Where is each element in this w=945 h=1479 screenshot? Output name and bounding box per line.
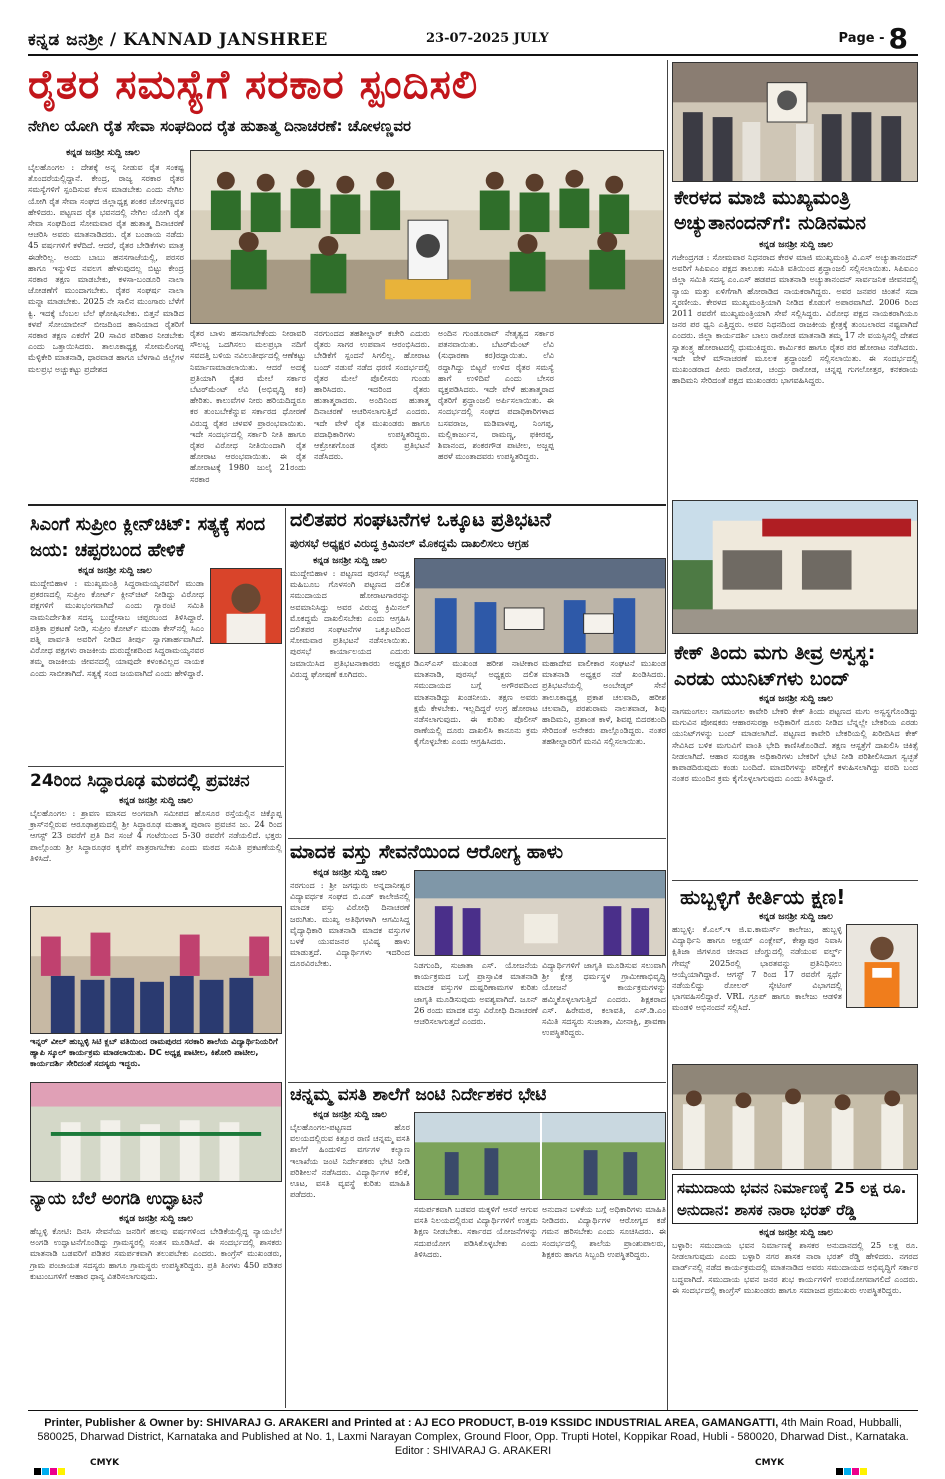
imprint-footer bbox=[28, 1416, 918, 1458]
imprint-address: 4th Main Road, Hubballi, 580025, Dharwad District, Karnataka and Published at No. 1, Laxmi Narayan Complex, Ground Floor, Opp. Trupti Hotel, Koppikar Road, Hubli - 580020, Dharwad Dist., Karnataka. Editor : SHIVARAJ G. ARAKERI bbox=[37, 1417, 909, 1457]
cmyk-mark-right: CMYK bbox=[755, 1458, 785, 1468]
madaka-column-3: ವಿದ್ಯಾರ್ಥಿಗಳಿಗೆ ಜಾಗೃತಿ ಮೂಡಿಸುವ ಸಲುವಾಗಿ ಶ್ರೀ ಕ್ಷೇತ್ರ ಧರ್ಮಸ್ಥಳ ಗ್ರಾಮೀಣಾಭಿವೃದ್ಧಿ ಯೋಜನೆ ಕಾರ್ಯಕ್ರಮಗಳನ್ನು ಹಮ್ಮಿಕೊಳ್ಳಲಾಗುತ್ತಿದೆ ಎಂದರು. ಶಿಕ್ಷಕರಾದ ಎಸ್. ಹಿರೇಮಠ, ಕಲಾವತಿ, ಎಸ್.ಡಿ.ಎಂ ಸಮಿತಿ ಸದಸ್ಯರು ಸುಜಾತಾ, ಮೀನಾಕ್ಷಿ, ಶ್ರಾವಣಾ ಉಪಸ್ಥಿತರಿದ್ದರು. bbox=[542, 960, 666, 1038]
keerthi-photo bbox=[846, 924, 918, 1008]
lead-column-1: ಬೈಲಹೊಂಗಲ : ದೇಶಕ್ಕೆ ಅನ್ನ ನೀಡುವ ರೈತ ಸಂಕಷ್ಟ ತೊಂದರೆಯಲ್ಲಿದ್ದಾನೆ. ಕೇಂದ್ರ, ರಾಜ್ಯ ಸರಕಾರ ರೈತರ ಸಮಸ್ಯೆಗಳಿಗೆ ಸ್ಪಂದಿಸುವ ಕೆಲಸ ಮಾಡಬೇಕು ಎಂದು ನೇಗಿಲ ಯೋಗಿ ರೈತ ಸೇವಾ ಸಂಘದ ಜಿಲ್ಲಾಧ್ಯಕ್ಷ ಶಂಕರ ಚೋಳಣ್ಣವರ ಹೇಳಿದರು. ಪಟ್ಟಣದ ರೈತ ಭವನದಲ್ಲಿ ನೇಗಿಲ ಯೋಗಿ ರೈತ ಸೇವಾ ಸಂಘದಿಂದ ಸೋಮವಾರ ರೈತ ಹುತಾತ್ಮ ದಿನಾಚರಣೆ ಆಚರಿಸಿ ಅವರು ಮಾತನಾಡಿದರು. ರೈತ ಬಂಡಾಯ ನಡೆದು 45 ವರ್ಷಗಳಿಗೆ ಕಳೆದಿದೆ. ಆದರೆ, ರೈತರ ಬೇಡಿಕೆಗಳು ಮಾತ್ರ ಈಡೇರಿಲ್ಲ. ಅಂದು ಬಾಬು ಹನಸಗಾಜೆಯಲ್ಲಿ, ಪರಸರ ಹಾಗೂ ಇನ್ನುಳಿದ ನವಲಗ ಹೇಳುವುದಲ್ಲ ಬಿಟ್ಟು ಕೇಂದ್ರ ಸರಕಾರ ತಕ್ಷಣ ಮಾಡಬೇಕು, ಕಳಸಾ-ಬಂಡೂರಿ ನಾಲಾ ಜೋಡಣೆಗೆ ಮುಂದಾಗಬೇಕು. ರೈತರ ಸಂಘರ್ಷ ನಾಲಾ ಮನ್ನಾ ಮಾಡಬೇಕು. 2025 ನೇ ಸಾಲಿನ ಮುಂಗಾರು ಬೆಳೆಗೆ ಕ್ವಿ. ಇದಕ್ಕೆ ಬೆಂಬಲ ಬೆಲೆ ಘೋಷಿಸಬೇಕು. ಬಿತ್ತನೆ ಮಾಡಿದ ಕಳಪೆ ಸೋಯಾಬೀನ್ ಬೀಜದಿಂದ ಹಾನಿಯಾದ ರೈತರಿಗೆ ಸರಕಾರ ತಕ್ಷಣ ಎಕರೆಗೆ 20 ಸಾವಿರ ಪರಿಹಾರ ನೀಡಬೇಕು ಎಂದು ಒತ್ತಾಯಿಸಿದರು. ತಾಲೂಕಾಧ್ಯಕ್ಷ ಸೋಮಲಿಂಗಪ್ಪ ಮೆಳ್ಳಿಕೇರಿ ಮಾತನಾಡಿ, ಧಾರವಾಡ ಹಾಗೂ ಬೆಳಗಾವಿ ಜಿಲ್ಲೆಗಳ ಮಲಪ್ರಭ ಅಚ್ಚುಕಟ್ಟು ಪ್ರದೇಶದ bbox=[28, 162, 184, 374]
cm-headline: ಸಿಎಂಗೆ ಸುಪ್ರೀಂ ಕ್ಲೀನ್‌ಚಿಟ್: ಸತ್ಯಕ್ಕೆ ಸಂದ ಜಯ: ಚಪ್ಪರಬಂದ ಹೇಳಿಕೆ bbox=[30, 514, 266, 561]
pravachana-photo bbox=[30, 906, 282, 1034]
nyaya-headline: ನ್ಯಾಯ ಬೆಲೆ ಅಂಗಡಿ ಉದ್ಘಾಟನೆ bbox=[30, 1189, 203, 1209]
lead-photo bbox=[190, 150, 664, 324]
lead-column-4: ಅಂದಿನ ಗುಂಡೂರಾವ್ ನೇತೃತ್ವದ ಸರ್ಕಾರ ಪತನವಾಯಿತು. ಬೆಟರ್‌ಮೆಂಟ್ ಲೆವಿ (ಸುಧಾರಣಾ ಕರ)ರದ್ದಾಯಿತು. ಲೆವಿ ರದ್ದಾಗಿದ್ದು ಬಿಟ್ಟರೆ ಉಳಿದ ರೈತರ ಸಮಸ್ಯೆ ಹಾಗೆ ಉಳಿದಿವೆ ಎಂದು ಬೇಸರ ವ್ಯಕ್ತಪಡಿಸಿದರು. ಇದೇ ವೇಳೆ ಹುತಾತ್ಮರಾದ ರೈತರಿಗೆ ಶ್ರದ್ಧಾಂಜಲಿ ಅರ್ಪಿಸಲಾಯಿತು. ಈ ಸಂದರ್ಭದಲ್ಲಿ ಸಂಘದ ಪದಾಧಿಕಾರಿಗಳಾದ ಬಸವರಾಜ, ಮಡಿವಾಳಪ್ಪ, ನಿಂಗಪ್ಪ, ಮಲ್ಲಿಕಾರ್ಜುನ, ರಾಮಣ್ಣ, ಫಕೀರಪ್ಪ, ಶಿವಾನಂದ, ಶಂಕರಗೌಡ ಪಾಟೀಲ, ಅಜ್ಜಪ್ಪ ಹರಳೆ ಮುಂತಾದವರು ಉಪಸ್ಥಿತರಿದ್ದರು. bbox=[438, 328, 554, 462]
section-divider bbox=[28, 766, 284, 767]
madaka-column-1: ನರಗುಂದ : ಶ್ರೀ ಜಗದ್ಗುರು ಅನ್ನದಾನೀಶ್ವರ ವಿದ್ಯಾವರ್ಧಕ ಸಂಘದ ಬಿ.ಎಡ್ ಕಾಲೇಜಿನಲ್ಲಿ ಮಾದಕ ವಸ್ತು ವಿರೋಧಿ ದಿನಾಚರಣೆ ಜರುಗಿತು. ಮುಖ್ಯ ಅತಿಥಿಗಳಾಗಿ ಆಗಮಿಸಿದ್ದ ವೈದ್ಯಾಧಿಕಾರಿ ಮಾತನಾಡಿ ಮಾದಕ ವಸ್ತುಗಳ ಬಳಕೆ ಯುವಜನರ ಭವಿಷ್ಯ ಹಾಳು ಮಾಡುತ್ತದೆ. ವಿದ್ಯಾರ್ಥಿಗಳು ಇದರಿಂದ ದೂರವಿರಬೇಕು. bbox=[290, 880, 410, 969]
color-registration-bar bbox=[836, 1460, 868, 1479]
page-number bbox=[839, 22, 908, 55]
section-divider bbox=[28, 504, 666, 506]
cake-headline: ಕೇಕ್ ತಿಂದು ಮಗು ತೀವ್ರ ಅಸ್ವಸ್ಥ: ಎರಡು ಯುನಿಟ್‌ಗಳು ಬಂದ್ bbox=[674, 642, 876, 690]
page-number-value: 8 bbox=[888, 22, 908, 55]
column-divider bbox=[285, 508, 286, 1408]
dalit-photo bbox=[414, 558, 666, 654]
keerthi-headline: ಹುಬ್ಬಳ್ಳಿಗೆ ಕೀರ್ತಿಯ ಕ್ಷಣ! bbox=[680, 885, 846, 909]
nyaya-body: ಹೆಬ್ಬಳ್ಳಿ ಕೋಟಿ: ದಿನಸಿ ಸೇವನೆಯ ಜನರಿಗೆ ಹಲವು ವರ್ಷಗಳಿಂದ ಬೇಡಿಕೆಯಲ್ಲಿದ್ದ ನ್ಯಾಯಬೆಲೆ ಅಂಗಡಿ ಉದ್ಘಾಟನೆಗೊಂಡಿದ್ದು ಗ್ರಾಮಸ್ಥರಲ್ಲಿ ಸಂತಸ ಮೂಡಿಸಿದೆ. ಈ ಸಂದರ್ಭದಲ್ಲಿ ಶಾಸಕರು ಮಾತನಾಡಿ ಬಡವರಿಗೆ ಪಡಿತರ ಸಮರ್ಪಕವಾಗಿ ತಲುಪಬೇಕು ಎಂದರು. ಕಾಂಗ್ರೆಸ್ ಮುಖಂಡರು, ಗ್ರಾಮ ಪಂಚಾಯತ ಸದಸ್ಯರು ಹಾಗೂ ಗ್ರಾಮಸ್ಥರು ಉಪಸ್ಥಿತರಿದ್ದರು. ಪ್ರತಿ ತಿಂಗಳು 450 ಪಡಿತರ ಕುಟುಂಬಗಳಿಗೆ ಆಹಾರ ಧಾನ್ಯ ವಿತರಿಸಲಾಗುವುದು. bbox=[30, 1226, 282, 1281]
dalit-byline: ಕನ್ನಡ ಜನಶ್ರೀ ಸುದ್ದಿ ಜಾಲ bbox=[313, 556, 387, 566]
color-registration-bar bbox=[34, 1460, 66, 1479]
section-divider bbox=[288, 1082, 666, 1083]
pravachana-caption: ಇನ್ನರ್ ವೀಲ್ ಹುಬ್ಬಳ್ಳಿ ಸಿಟಿ ಕ್ಲಬ್ ವತಿಯಿಂದ ರಾಮಪುರದ ಸರಕಾರಿ ಶಾಲೆಯ ವಿದ್ಯಾರ್ಥಿನಿಯರಿಗೆ ಹ್ಯಾಪಿ ಸ್ಕೂಲ್ ಕಾರ್ಯಕ್ರಮ ಮಾಡಲಾಯಿತು. DC ಅಧ್ಯಕ್ಷ ಪಾಟೀಲ, ಕಿಶೋರಿ ಪಾಟೀಲ, ಕಾರ್ಯದರ್ಶಿ ಸೇರಿದಂತೆ ಸದಸ್ಯರು ಇದ್ದರು. bbox=[30, 1036, 278, 1068]
lead-subhead: ನೇಗಿಲ ಯೋಗಿ ರೈತ ಸೇವಾ ಸಂಘದಿಂದ ರೈತ ಹುತಾತ್ಮ ದಿನಾಚರಣೆ: ಚೋಳಣ್ಣವರ bbox=[28, 117, 411, 135]
channamma-column-3: ಅನುದಾನ ಬಳಕೆಯ ಬಗ್ಗೆ ಅಧಿಕಾರಿಗಳು ಮಾಹಿತಿ ನೀಡಿದರು. ವಿದ್ಯಾರ್ಥಿಗಳ ಆರೋಗ್ಯದ ಕಡೆ ಗಮನ ಹರಿಸಬೇಕು ಎಂದು ಸೂಚಿಸಿದರು. ಈ ಸಂದರ್ಭದಲ್ಲಿ ಶಾಲೆಯ ಪ್ರಾಂಶುಪಾಲರು, ಶಿಕ್ಷಕರು ಹಾಗೂ ಸಿಬ್ಬಂದಿ ಉಪಸ್ಥಿತರಿದ್ದರು. bbox=[542, 1204, 666, 1259]
madaka-photo bbox=[414, 870, 666, 956]
samudaya-headline-box bbox=[672, 1174, 918, 1224]
cmyk-mark-left: CMYK bbox=[90, 1458, 120, 1468]
column-divider bbox=[667, 60, 668, 1410]
dalit-column-3: ಮಹಾದೇವ ವಾಲೀಕಾರ ಸಂಘಟನೆ ಮುಖಂಡ ಮಾತನಾಡಿ ಅಧ್ಯಕ್ಷರ ನಡೆ ಖಂಡಿಸಿದರು. ಪ್ರತಿಭಟನೆಯಲ್ಲಿ ಅಂಬೇಡ್ಕರ್ ಸೇನೆ ತಾಲೂಕಾಧ್ಯಕ್ಷ ಪ್ರಕಾಶ ಚಲವಾದಿ, ಹರೀಶ ಚಲವಾದಿ, ಪರಶುರಾಮ ನಾಲತವಾಡ, ಶಿವು ಹಾದಿಮನಿ, ಪ್ರಶಾಂತ ಕಾಳೆ, ಶಿವಪ್ಪ ಬಿದರಕುಂದಿ ಸೇರಿದಂತೆ ಅನೇಕರು ಪಾಲ್ಗೊಂಡಿದ್ದರು. ನಂತರ ತಹಶೀಲ್ದಾರರಿಗೆ ಮನವಿ ಸಲ್ಲಿಸಲಾಯಿತು. bbox=[542, 658, 666, 747]
pravachana-body: ಬೈಲಹೊಂಗಲ : ಶ್ರಾವಣ ಮಾಸದ ಅಂಗವಾಗಿ ಸಮೀಪದ ಹೊಸೂರ ರಸ್ತೆಯಲ್ಲಿನ ಚಿಕ್ಕೊಪ್ಪ ಕ್ರಾಸ್‌ನಲ್ಲಿರುವ ಆರೂಢಾಶ್ರಮದಲ್ಲಿ ಶ್ರೀ ಸಿದ್ಧಾರೂಢ ಮಹಾತ್ಮ ಪುರಾಣ ಪ್ರವಚನ ಜು. 24 ರಿಂದ ಆಗಸ್ಟ್ 23 ರವರೆಗೆ ಪ್ರತಿ ದಿನ ಸಂಜೆ 4 ಗಂಟೆಯಿಂದ 5-30 ರವರೆಗೆ ನಡೆಯಲಿದೆ. ಭಕ್ತರು ಪಾಲ್ಗೊಂಡು ಶ್ರೀ ಸಿದ್ಧಾರೂಢರ ಕೃಪೆಗೆ ಪಾತ್ರರಾಗಬೇಕು ಎಂದು ಮಠದ ಸಮಿತಿ ಪ್ರಕಟಣೆಯಲ್ಲಿ ತಿಳಿಸಿದೆ. bbox=[30, 808, 282, 863]
pravachana-byline: ಕನ್ನಡ ಜನಶ್ರೀ ಸುದ್ದಿ ಜಾಲ bbox=[119, 796, 193, 806]
pravachana-headline: 24ರಿಂದ ಸಿದ್ಧಾರೂಢ ಮಠದಲ್ಲಿ ಪ್ರವಚನ bbox=[30, 771, 250, 791]
cm-byline: ಕನ್ನಡ ಜನಶ್ರೀ ಸುದ್ದಿ ಜಾಲ bbox=[78, 566, 152, 576]
dalit-headline: ದಲಿತಪರ ಸಂಘಟನೆಗಳ ಒಕ್ಕೂಟ ಪ್ರತಿಭಟನೆ bbox=[290, 509, 552, 531]
dalit-column-2: ಡಿಎಸ್‌ಎಸ್ ಮುಖಂಡ ಹರೀಶ ನಾಟೀಕಾರ ಮಾತನಾಡಿ, ಪುರಸಭೆ ಅಧ್ಯಕ್ಷರು ದಲಿತ ಸಮುದಾಯದ ಬಗ್ಗೆ ಅಗೌರವದಿಂದ ಮಾತನಾಡಿದ್ದು ಖಂಡನೀಯ. ತಕ್ಷಣ ಅವರು ಕ್ಷಮೆ ಕೇಳಬೇಕು. ಇಲ್ಲದಿದ್ದರೆ ಉಗ್ರ ಹೋರಾಟ ನಡೆಸಲಾಗುವುದು. ಈ ಕುರಿತು ಪೊಲೀಸ್ ಠಾಣೆಯಲ್ಲಿ ದೂರು ದಾಖಲಿಸಿ ಕಾನೂನು ಕ್ರಮ ಕೈಗೊಳ್ಳಬೇಕು ಎಂದು ಆಗ್ರಹಿಸಿದರು. bbox=[414, 658, 538, 747]
samudaya-headline: ಸಮುದಾಯ ಭವನ ನಿರ್ಮಾಣಕ್ಕೆ 25 ಲಕ್ಷ ರೂ. ಅನುದಾನ: ಶಾಸಕ ನಾರಾ ಭರತ್ ರೆಡ್ಡಿ bbox=[677, 1179, 907, 1219]
bakery-photo bbox=[672, 500, 918, 634]
lead-byline: ಕನ್ನಡ ಜನಶ್ರೀ ಸುದ್ದಿ ಜಾಲ bbox=[66, 148, 140, 158]
samudaya-byline: ಕನ್ನಡ ಜನಶ್ರೀ ಸುದ್ದಿ ಜಾಲ bbox=[759, 1228, 833, 1238]
keerthi-byline: ಕನ್ನಡ ಜನಶ್ರೀ ಸುದ್ದಿ ಜಾಲ bbox=[759, 912, 833, 922]
cake-byline: ಕನ್ನಡ ಜನಶ್ರೀ ಸುದ್ದಿ ಜಾಲ bbox=[759, 694, 833, 704]
channamma-byline: ಕನ್ನಡ ಜನಶ್ರೀ ಸುದ್ದಿ ಜಾಲ bbox=[313, 1110, 387, 1120]
cm-body: ಮುದ್ದೇಬಿಹಾಳ : ಮುಖ್ಯಮಂತ್ರಿ ಸಿದ್ದರಾಮಯ್ಯನವರಿಗೆ ಮುಡಾ ಪ್ರಕರಣದಲ್ಲಿ ಸುಪ್ರೀಂ ಕೋರ್ಟ್ ಕ್ಲೀನ್‌ಚಿಟ್ ನೀಡಿದ್ದು ವಿರೋಧ ಪಕ್ಷಗಳಿಗೆ ಮುಖಭಂಗವಾಗಿದೆ ಎಂದು ಗ್ಯಾರಂಟಿ ಸಮಿತಿ ನಾಮನಿರ್ದೇಶಿತ ಸದಸ್ಯ ಬುದ್ದೇಸಾಬ ಚಪ್ಪರಬಂದ ತಿಳಿಸಿದ್ದಾರೆ. ಪತ್ರಿಕಾ ಪ್ರಕಟಣೆ ನೀಡಿ, ಸುಪ್ರೀಂ ಕೋರ್ಟ್ ಮುಡಾ ಕೇಸ್‌ನಲ್ಲಿ ಸಿಎಂ ಪತ್ನಿ ಪಾರ್ವತಿ ಅವರಿಗೆ ನೀಡಿದ ತೀರ್ಪು ಸ್ವಾಗತಾರ್ಹವಾಗಿದೆ. ವಿರೋಧ ಪಕ್ಷಗಳು ರಾಜಕೀಯ ದುರುದ್ದೇಶದಿಂದ ಸಿದ್ದರಾಮಯ್ಯನವರ ತಮ್ಮ ರಾಜಕೀಯ ಜೀವನದಲ್ಲಿ ಯಾವುದೇ ಕಳಂಕವಿಲ್ಲದ ನಾಯಕ ಎಂದು ಸಾಬೀತಾಗಿದೆ. ಸತ್ಯಕ್ಕೆ ಸಂದ ಜಯವಾಗಿದೆ ಎಂದು ಹೇಳಿದ್ದಾರೆ. bbox=[30, 578, 204, 678]
cake-body: ನಾಗಮಂಗಲ: ನಾಗಮಂಗಲ ಕಾವೇರಿ ಬೇಕರಿ ಕೇಕ್ ತಿಂದು ಪಟ್ಟಣದ ಮಗು ಅಸ್ವಸ್ಥಗೊಂಡಿದ್ದು ಮಗುವಿನ ಪೋಷಕರು ಆಹಾರಸುರಕ್ಷಾ ಅಧಿಕಾರಿಗೆ ದೂರು ನೀಡಿದ ಬೆನ್ನಲ್ಲೇ ಬೇಕರಿಯ ಎರಡು ಯುನಿಟ್‌ಗಳನ್ನು ಬಂದ್ ಮಾಡಲಾಗಿದೆ. ಪಟ್ಟಣದ ಕಾವೇರಿ ಬೇಕರಿಯಲ್ಲಿ ಖರೀದಿಸಿದ ಕೇಕ್ ಸೇವಿಸಿದ ಬಳಿಕ ಮಗುವಿಗೆ ವಾಂತಿ ಭೇದಿ ಕಾಣಿಸಿಕೊಂಡಿದೆ. ತಕ್ಷಣ ಆಸ್ಪತ್ರೆಗೆ ದಾಖಲಿಸಿ ಚಿಕಿತ್ಸೆ ನೀಡಲಾಗಿದೆ. ಆಹಾರ ಸುರಕ್ಷತಾ ಅಧಿಕಾರಿಗಳು ಬೇಕರಿಗೆ ಭೇಟಿ ನೀಡಿ ಪರಿಶೀಲಿಸಿದಾಗ ಸ್ವಚ್ಛತೆ ಕಾಪಾಡದಿರುವುದು ಕಂಡು ಬಂದಿದೆ. ಮಾದರಿಗಳನ್ನು ಪರೀಕ್ಷೆಗೆ ಕಳುಹಿಸಲಾಗಿದ್ದು ವರದಿ ಬಂದ ನಂತರ ಮುಂದಿನ ಕ್ರಮ ಕೈಗೊಳ್ಳಲಾಗುವುದು ಎಂದು ತಿಳಿಸಿದ್ದಾರೆ. bbox=[672, 706, 918, 784]
kerala-photo bbox=[672, 62, 918, 182]
kerala-body: ಗಜೇಂದ್ರಗಡ : ಸೋಮವಾರ ನಿಧನರಾದ ಕೇರಳ ಮಾಜಿ ಮುಖ್ಯಮಂತ್ರಿ ವಿ.ಎಸ್ ಅಚ್ಯುತಾನಂದನ್ ಅವರಿಗೆ ಸಿಪಿಐಎಂ ಪಕ್ಷದ ತಾಲೂಕು ಸಮಿತಿ ವತಿಯಿಂದ ಶ್ರದ್ಧಾಂಜಲಿ ಸಲ್ಲಿಸಲಾಯಿತು. ಸಿಪಿಐಎಂ ಜಿಲ್ಲಾ ಸಮಿತಿ ಸದಸ್ಯ ಎಂ.ಎಸ್ ಹಡಪದ ಮಾತನಾಡಿ ಅಚ್ಯುತಾನಂದನ್ ಸಾರ್ವಜನಿಕ ಜೀವನದಲ್ಲಿ ನ್ಯಾಯ ಮತ್ತು ಏಳಿಗೆಗಾಗಿ ಹೋರಾಡಿದ ನಾಯಕರಾಗಿದ್ದರು. ಅವರ ಜನಪರ ಚಿಂತನೆ ಸದಾ ಸ್ಮರಣೀಯ. ಕೇರಳದ ಮುಖ್ಯಮಂತ್ರಿಯಾಗಿ ನೀಡಿದ ಕೊಡುಗೆ ಅಪಾರವಾಗಿದೆ. 2006 ರಿಂದ 2011 ರವರೆಗೆ ಮುಖ್ಯಮಂತ್ರಿಯಾಗಿ ಸೇವೆ ಸಲ್ಲಿಸಿದ್ದರು. ವಿರೋಧ ಪಕ್ಷದ ನಾಯಕರಾಗಿಯೂ ಜನರ ಪರ ಧ್ವನಿ ಎತ್ತಿದ್ದರು. ಅವರ ನಿಧನದಿಂದ ರಾಜಕೀಯ ಕ್ಷೇತ್ರಕ್ಕೆ ತುಂಬಲಾರದ ನಷ್ಟವಾಗಿದೆ ಎಂದರು. ಜಿಲ್ಲಾ ಕಾರ್ಯದರ್ಶಿ ಬಾಲು ರಾಠೋಡ ಮಾತನಾಡಿ ತಮ್ಮ 17 ನೇ ವಯಸ್ಸಿನಲ್ಲಿ ದೇಶದ ಸ್ವಾತಂತ್ರ್ಯ ಹೋರಾಟದಲ್ಲಿ ಧುಮುಕಿದ್ದರು. ಕಾರ್ಮಿಕರ ಹಾಗೂ ರೈತರ ಪರ ಹೋರಾಟ ನಡೆಸಿದರು. ಇದೇ ವೇಳೆ ಮೌನಾಚರಣೆ ಮೂಲಕ ಶ್ರದ್ಧಾಂಜಲಿ ಸಲ್ಲಿಸಲಾಯಿತು. ಈ ಸಂದರ್ಭದಲ್ಲಿ ಮುಖಂಡರಾದ ಪೀರು ರಾಠೋಡ, ಚಂದ್ರು ರಾಠೋಡ, ಚನ್ನಪ್ಪ ಗುಗಲೋತ್ತರ, ಕನಕರಾಯ ಹಾದಿಮನಿ ಸೇರಿದಂತೆ ಪಕ್ಷದ ಮುಖಂಡರು ಭಾಗವಹಿಸಿದ್ದರು. bbox=[672, 252, 918, 386]
nyaya-byline: ಕನ್ನಡ ಜನಶ್ರೀ ಸುದ್ದಿ ಜಾಲ bbox=[119, 1214, 193, 1224]
channamma-column-1: ಬೈಲಹೊಂಗಲ-ಪಟ್ಟಣದ ಹೊರ ವಲಯದಲ್ಲಿರುವ ಕಿತ್ತೂರ ರಾಣಿ ಚನ್ನಮ್ಮ ವಸತಿ ಶಾಲೆಗೆ ಹಿಂದುಳಿದ ವರ್ಗಗಳ ಕಲ್ಯಾಣ ಇಲಾಖೆಯ ಜಂಟಿ ನಿರ್ದೇಶಕರು ಭೇಟಿ ನೀಡಿ ಪರಿಶೀಲನೆ ನಡೆಸಿದರು. ವಿದ್ಯಾರ್ಥಿಗಳ ಕಲಿಕೆ, ಊಟ, ವಸತಿ ವ್ಯವಸ್ಥೆ ಕುರಿತು ಮಾಹಿತಿ ಪಡೆದರು. bbox=[290, 1122, 410, 1200]
dalit-column-1: ಮುದ್ದೇಬಿಹಾಳ : ಪಟ್ಟಣದ ಪುರಸಭೆ ಅಧ್ಯಕ್ಷ ಮಹಿಬೂಬ ಗೊಳಸಂಗಿ ಪಟ್ಟಣದ ದಲಿತ ಸಮುದಾಯದ ಹೋರಾಟಗಾರರನ್ನು ಅವಮಾನಿಸಿದ್ದು ಅವರ ವಿರುದ್ಧ ಕ್ರಿಮಿನಲ್ ಮೊಕದ್ದಮೆ ದಾಖಲಿಸಬೇಕು ಎಂದು ಆಗ್ರಹಿಸಿ ದಲಿತಪರ ಸಂಘಟನೆಗಳ ಒಕ್ಕೂಟದಿಂದ ಸೋಮವಾರ ಪ್ರತಿಭಟನೆ ನಡೆಸಲಾಯಿತು. ಪುರಸಭೆ ಕಾರ್ಯಾಲಯದ ಎದುರು ಜಮಾಯಿಸಿದ ಪ್ರತಿಭಟನಾಕಾರರು ಅಧ್ಯಕ್ಷರ ವಿರುದ್ಧ ಘೋಷಣೆ ಕೂಗಿದರು. bbox=[290, 568, 410, 679]
kerala-byline: ಕನ್ನಡ ಜನಶ್ರೀ ಸುದ್ದಿ ಜಾಲ bbox=[759, 240, 833, 250]
lead-headline: ರೈತರ ಸಮಸ್ಯೆಗೆ ಸರಕಾರ ಸ್ಪಂದಿಸಲಿ bbox=[28, 62, 479, 108]
samudaya-body: ಬಳ್ಳಾರಿ: ಸಮುದಾಯ ಭವನ ನಿರ್ಮಾಣಕ್ಕೆ ಶಾಸಕರ ಅನುದಾನದಲ್ಲಿ 25 ಲಕ್ಷ ರೂ. ನೀಡಲಾಗುವುದು ಎಂದು ಬಳ್ಳಾರಿ ನಗರ ಶಾಸಕ ನಾರಾ ಭರತ್ ರೆಡ್ಡಿ ಹೇಳಿದರು. ನಗರದ ವಾರ್ಡ್‌ನಲ್ಲಿ ನಡೆದ ಕಾರ್ಯಕ್ರಮದಲ್ಲಿ ಮಾತನಾಡಿದ ಅವರು ಸಮುದಾಯದ ಅಭಿವೃದ್ಧಿಗೆ ಸರ್ಕಾರ ಬದ್ಧವಾಗಿದೆ. ಸಮುದಾಯ ಭವನ ಜನರ ಶುಭ ಕಾರ್ಯಗಳಿಗೆ ಉಪಯೋಗವಾಗಲಿದೆ ಎಂದರು. ಈ ಸಂದರ್ಭದಲ್ಲಿ ಕಾಂಗ್ರೆಸ್ ಮುಖಂಡರು ಹಾಗೂ ಸಮಾಜದ ಪ್ರಮುಖರು ಉಪಸ್ಥಿತರಿದ್ದರು. bbox=[672, 1240, 918, 1295]
madaka-column-2: ನಿಡಗುಂದಿ, ಸುಜಾತಾ ಎಸ್. ಯೋಜನೆಯ ಕಾರ್ಯಕ್ರಮದ ಬಗ್ಗೆ ಪ್ರಾಸ್ತಾವಿಕ ಮಾತನಾಡಿ ಮಾದಕ ವಸ್ತುಗಳ ದುಷ್ಪರಿಣಾಮಗಳ ಕುರಿತು ಜಾಗೃತಿ ಮೂಡಿಸುವುದು ಅವಶ್ಯವಾಗಿದೆ. ಜೂನ್ 26 ರಂದು ಮಾದಕ ವಸ್ತು ವಿರೋಧಿ ದಿನಾಚರಣೆ ಆಚರಿಸಲಾಗುತ್ತದೆ ಎಂದರು. bbox=[414, 960, 538, 1027]
lead-column-3: ನರಗುಂದದ ತಹಶೀಲ್ದಾರ್ ಕಚೇರಿ ಎದುರು ರೈತರು ಸಾಗರ ಉಪವಾಸ ಆರಂಭಿಸಿದರು. ಬೇಡಿಕೆಗೆ ಸ್ಪಂದನೆ ಸಿಗಲಿಲ್ಲ. ಹೋರಾಟ ಬಂದ್ ನಡುವೆ ನಡೆದ ಧರಣಿ ಸಂದರ್ಭದಲ್ಲಿ ರೈತರ ಮೇಲೆ ಪೊಲೀಸರು ಗುಂಡು ಹಾರಿಸಿದರು. ಇದರಿಂದ ರೈತರು ಹುತಾತ್ಮರಾದರು. ಅಂದಿನಿಂದ ಹುತಾತ್ಮ ದಿನಾಚರಣೆ ಆಚರಿಸಲಾಗುತ್ತಿದೆ ಎಂದರು. ಇದೇ ವೇಳೆ ರೈತ ಮುಖಂಡರು ಹಾಗೂ ಪದಾಧಿಕಾರಿಗಳು ಉಪಸ್ಥಿತರಿದ್ದರು. ಆಕ್ರೋಶಗೊಂಡ ರೈತರು ಪ್ರತಿಭಟನೆ ನಡೆಸಿದರು. bbox=[314, 328, 430, 462]
section-divider bbox=[672, 880, 918, 881]
issue-date: 23-07-2025 JULY bbox=[426, 31, 549, 46]
kerala-headline: ಕೇರಳದ ಮಾಜಿ ಮುಖ್ಯಮಂತ್ರಿ ಅಚ್ಯುತಾನಂದನ್‌ಗೆ: ನುಡಿನಮನ bbox=[674, 187, 866, 234]
channamma-photo bbox=[414, 1112, 666, 1200]
keerthi-body: ಹುಬ್ಬಳ್ಳಿ: ಕೆ.ಎಲ್.ಇ ಜಿ.ಐ.ಕಾಮರ್ಸ್ ಕಾಲೇಜು, ಹುಬ್ಬಳ್ಳಿ ವಿದ್ಯಾರ್ಥಿನಿ ಹಾಗೂ ಅಕ್ಷಯ್ ಎಂಕ್ಲೇವ್, ಕೇಶ್ವಾಪುರ ನಿವಾಸಿ ಕ್ಷಿತಿಜಾ ಜಿಗಳೂರ ಚೀನಾದ ಚೆಂಗ್ಡುದಲ್ಲಿ ನಡೆಯುವ ವರ್ಲ್ಡ್ ಗೇಮ್ಸ್ 2025ರಲ್ಲಿ ಭಾರತವನ್ನು ಪ್ರತಿನಿಧಿಸಲು ಆಯ್ಕೆಯಾಗಿದ್ದಾರೆ. ಆಗಸ್ಟ್ 7 ರಿಂದ 17 ರವರೆಗೆ ಸ್ಪರ್ಧೆ ನಡೆಯಲಿದ್ದು ರೋಲರ್ ಸ್ಕೇಟಿಂಗ್ ವಿಭಾಗದಲ್ಲಿ ಭಾಗವಹಿಸಲಿದ್ದಾರೆ. VRL ಗ್ರೂಪ್ ಹಾಗೂ ಕಾಲೇಜು ಆಡಳಿತ ಮಂಡಳಿ ಅಭಿನಂದನೆ ಸಲ್ಲಿಸಿದೆ. bbox=[672, 924, 842, 1013]
channamma-column-2: ಸಮರ್ಪಕವಾಗಿ ಬಡವರ ಮಕ್ಕಳಿಗೆ ಆಸರೆ ಆಗುವ ವಸತಿ ನಿಲಯದಲ್ಲಿರುವ ವಿದ್ಯಾರ್ಥಿಗಳಿಗೆ ಉತ್ತಮ ಶಿಕ್ಷಣ ನೀಡಬೇಕು. ಸರ್ಕಾರದ ಯೋಜನೆಗಳನ್ನು ಸದುಪಯೋಗ ಪಡಿಸಿಕೊಳ್ಳಬೇಕು ಎಂದು ತಿಳಿಸಿದರು. bbox=[414, 1204, 538, 1259]
samudaya-photo bbox=[672, 1064, 918, 1170]
nyaya-photo bbox=[30, 1082, 282, 1182]
madaka-byline: ಕನ್ನಡ ಜನಶ್ರೀ ಸುದ್ದಿ ಜಾಲ bbox=[313, 868, 387, 878]
cm-photo bbox=[210, 568, 282, 644]
footer-divider bbox=[28, 1410, 918, 1411]
dalit-subhead: ಪುರಸಭೆ ಅಧ್ಯಕ್ಷರ ವಿರುದ್ಧ ಕ್ರಿಮಿನಲ್ ಮೊಕದ್ದಮೆ ದಾಖಲಿಸಲು ಆಗ್ರಹ bbox=[290, 537, 529, 550]
newspaper-title: ಕನ್ನಡ ಜನಶ್ರೀ / KANNAD JANSHREE bbox=[28, 30, 328, 50]
imprint-printer: Printer, Publisher & Owner by: SHIVARAJ G. ARAKERI and Printed at : AJ ECO PRODUCT, B-019 KSSIDC INDUSTRIAL AREA, GAMANGATTI, bbox=[44, 1417, 779, 1429]
masthead bbox=[28, 22, 918, 56]
channamma-headline: ಚನ್ನಮ್ಮ ವಸತಿ ಶಾಲೆಗೆ ಜಂಟಿ ನಿರ್ದೇಶಕರ ಭೇಟಿ bbox=[290, 1085, 547, 1105]
madaka-headline: ಮಾದಕ ವಸ್ತು ಸೇವನೆಯಿಂದ ಆರೋಗ್ಯ ಹಾಳು bbox=[290, 841, 564, 863]
page-label: Page - bbox=[838, 31, 885, 46]
lead-column-2: ರೈತರ ಬಾಳು ಹಸನಾಗಬೇಕೆಂದು ನೀರಾವರಿ ಸೌಲಭ್ಯ ಒದಗಿಸಲು ಮಲಪ್ರಭಾ ನದಿಗೆ ಸವದತ್ತಿ ಬಳಿಯ ನವಿಲುತೀರ್ಥದಲ್ಲಿ ಆಣೆಕಟ್ಟು ನಿರ್ಮಾಣಮಾಡಲಾಯಿತು. ಆದರೆ ಅದಕ್ಕೆ ಪ್ರತಿಯಾಗಿ ರೈತರ ಮೇಲೆ ಸರ್ಕಾರ ಬೆಟರ್‌ಮೆಂಟ್ ಲೆವಿ (ಅಭಿವೃದ್ಧಿ ಕರ) ಹೇರಿತು. ಕಾಲುವೆಗಳ ನೀರು ಹರಿಯದಿದ್ದರೂ ಕರ ತುಂಬಬೇಕೆನ್ನುವ ಸರ್ಕಾರದ ಧೋರಣೆ ವಿರುದ್ಧ ರೈತರ ಚಳವಳಿ ಪ್ರಾರಂಭವಾಯಿತು. ಇದೇ ಸಂದರ್ಭದಲ್ಲಿ ಸರ್ಕಾರಿ ನೀತಿ ಹಾಗೂ ರೈತರ ವಿರೋಧ ನೀತಿಯಿಂದಾಗಿ ರೈತ ಹೋರಾಟ ಆರಂಭವಾಯಿತು. ಈ ರೈತ ಹೋರಾಟಕ್ಕೆ 1980 ಜುಲೈ 21ರಂದು ಸರಕಾರ bbox=[190, 328, 306, 484]
section-divider bbox=[288, 838, 666, 839]
